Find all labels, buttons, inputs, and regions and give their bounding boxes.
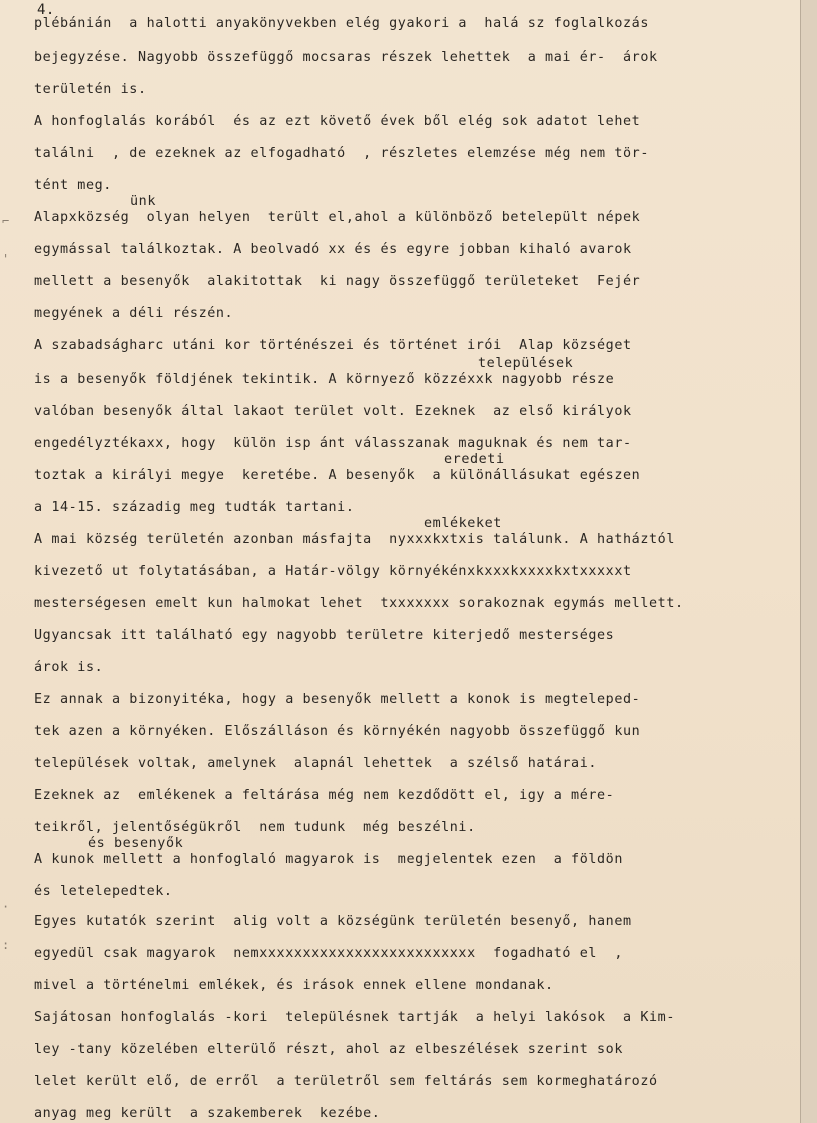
text-line-30: egyedül csak magyarok nemxxxxxxxxxxxxxxxxxxxxxxxxx fogadható el , <box>34 946 624 961</box>
text-line-15: toztak a királyi megye keretébe. A besenyők a különállásukat egészen <box>34 468 641 483</box>
text-line-22: Ez annak a bizonyitéka, hogy a besenyők mellett a konok is megteleped- <box>34 692 641 707</box>
insertion-es-besenyok: és besenyők <box>88 836 184 851</box>
text-line-25: Ezeknek az emlékenek a feltárása még nem kezdődött el, igy a mére- <box>34 788 615 803</box>
text-line-4: A honfoglalás korából és az ezt követő évek ből elég sok adatot lehet <box>34 114 641 129</box>
text-line-31: mivel a történelmi emlékek, és irások ennek ellene mondanak. <box>34 978 554 993</box>
text-line-27: A kunok mellett a honfoglaló magyarok is megjelentek ezen a földön <box>34 852 624 867</box>
text-line-13: valóban besenyők által lakaot terület volt. Ezeknek az első királyok <box>34 404 632 419</box>
insertion-emlekeket: emlékeket <box>424 516 502 531</box>
text-line-8: egymással találkoztak. A beolvadó xx és és egyre jobban kihaló avarok <box>34 242 632 257</box>
text-line-26: teikről, jelentőségükről nem tudunk még beszélni. <box>34 820 476 835</box>
insertion-telepulesek: települések <box>478 356 574 371</box>
insertion-eredeti: eredeti <box>444 452 505 467</box>
text-line-6: tént meg. <box>34 178 112 193</box>
margin-tick-mark: ⌐ <box>2 214 10 228</box>
text-line-2: bejegyzése. Nagyobb összefüggő mocsaras részek lehettek a mai ér- árok <box>34 50 658 65</box>
text-line-12: is a besenyők földjének tekintik. A környező közzéxxk nagyobb része <box>34 372 615 387</box>
text-line-14: engedélyztékaxx, hogy külön isp ánt válasszanak maguknak és nem tar- <box>34 436 632 451</box>
text-line-21: árok is. <box>34 660 104 675</box>
text-line-11: A szabadságharc utáni kor történészei és történet irói Alap községet <box>34 338 632 353</box>
text-line-20: Ugyancsak itt található egy nagyobb területre kiterjedő mesterséges <box>34 628 615 643</box>
text-line-18: kivezető ut folytatásában, a Határ-völgy környékénxkxxxkxxxxkxtxxxxxt <box>34 564 632 579</box>
text-line-35: anyag meg került a szakemberek kezébe. <box>34 1106 381 1121</box>
text-line-1: plébánián a halotti anyakönyvekben elég gyakori a halá sz foglalkozás <box>34 16 649 31</box>
page-edge <box>800 0 817 1123</box>
text-line-23: tek azen a környéken. Előszálláson és környékén nagyobb összefüggő kun <box>34 724 641 739</box>
text-line-19: mesterségesen emelt kun halmokat lehet txxxxxxx sorakoznak egymás mellett. <box>34 596 684 611</box>
margin-tick-mark: · <box>2 900 10 914</box>
insertion-unk: ünk <box>130 194 156 209</box>
text-line-3: területén is. <box>34 82 147 97</box>
margin-tick-mark: : <box>2 938 10 952</box>
text-line-24: települések voltak, amelynek alapnál lehettek a szélső határai. <box>34 756 598 771</box>
page-number: 4. <box>37 2 55 18</box>
text-line-34: lelet került elő, de erről a területről sem feltárás sem kormeghatározó <box>34 1074 658 1089</box>
text-line-33: ley -tany közelében elterülő részt, ahol az elbeszélések szerint sok <box>34 1042 624 1057</box>
text-line-28: és letelepedtek. <box>34 884 173 899</box>
text-line-10: megyének a déli részén. <box>34 306 234 321</box>
text-line-17: A mai község területén azonban másfajta nyxxxkxtxis találunk. A hatháztól <box>34 532 675 547</box>
text-line-32: Sajátosan honfoglalás -kori településnek tartják a helyi lakósok a Kim- <box>34 1010 675 1025</box>
text-line-29: Egyes kutatók szerint alig volt a községünk területén besenyő, hanem <box>34 914 632 929</box>
text-line-7: Alapxközség olyan helyen terült el,ahol a különböző betelepült népek <box>34 210 641 225</box>
text-line-9: mellett a besenyők alakitottak ki nagy összefüggő területeket Fejér <box>34 274 641 289</box>
margin-tick-mark: ' <box>2 252 10 266</box>
text-line-16: a 14-15. századig meg tudták tartani. <box>34 500 355 515</box>
text-line-5: találni , de ezeknek az elfogadható , részletes elemzése még nem tör- <box>34 146 649 161</box>
